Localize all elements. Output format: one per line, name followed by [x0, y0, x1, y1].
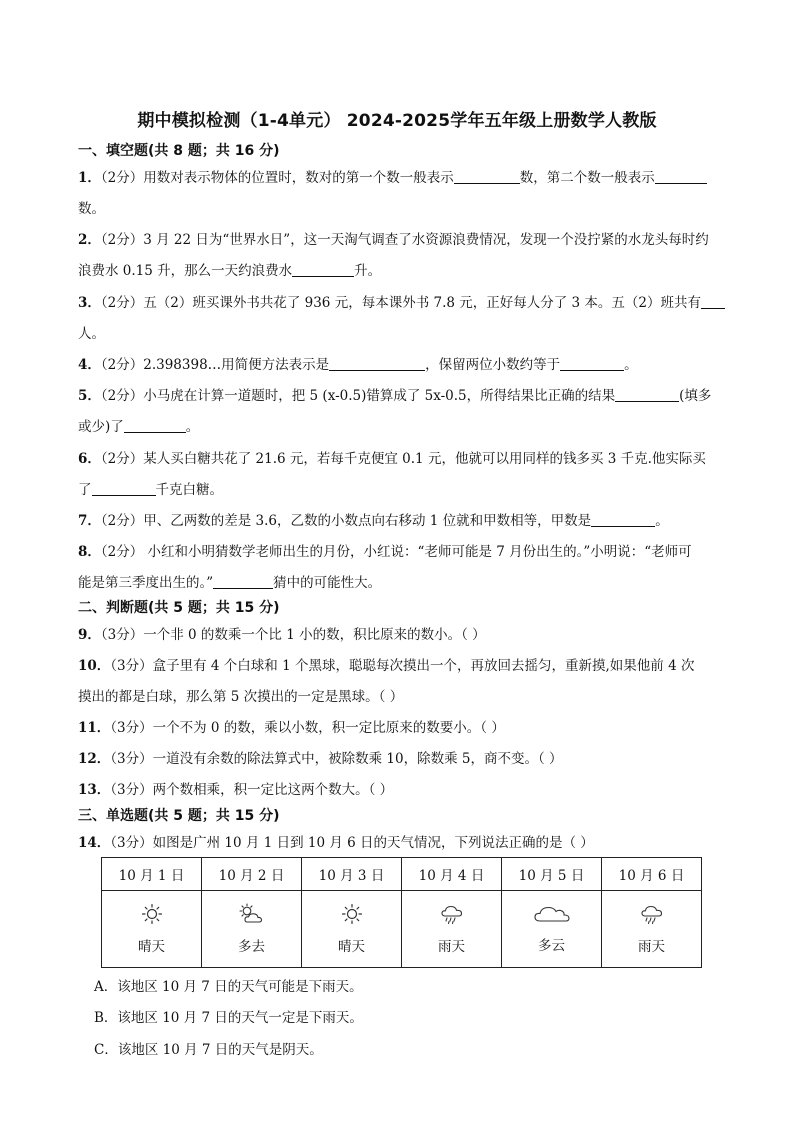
question-text: 2.398398…用简便方法表示是: [143, 357, 330, 373]
weather-label: 晴天: [138, 939, 165, 955]
question-text: 五（2）班买课外书共花了 936 元，每本课外书 7.8 元，正好每人分了 3 本。五（2）班共有: [143, 295, 702, 311]
question-score: （2分）: [100, 170, 144, 186]
question-text: 或少)了: [78, 419, 124, 435]
question-3-line-1: [78, 291, 725, 311]
answer-blank[interactable]: [292, 262, 354, 277]
question-text: 了: [78, 482, 92, 498]
question-text: 浪费水 0.15 升，那么一天约浪费水: [78, 263, 293, 279]
weather-label: 多去: [238, 939, 265, 955]
date-cell: 10 月 2 日: [202, 858, 302, 891]
answer-blank[interactable]: [591, 512, 655, 527]
partly-cloudy-icon: [238, 903, 266, 925]
weather-cell: [202, 891, 302, 968]
question-text: 数，第二个数一般表示: [519, 170, 655, 186]
section-fill-blank-heading: 一、填空题(共 8 题；共 16 分): [78, 143, 280, 159]
question-text: 升。: [354, 263, 382, 279]
question-score: （3分）: [110, 782, 153, 798]
option-a[interactable]: A．该地区 10 月 7 日的天气可能是下雨天。: [94, 979, 363, 995]
question-text: 。: [624, 357, 638, 373]
question-text: 猜中的可能性大。: [273, 575, 382, 591]
question-text: 如图是广州 10 月 1 日到 10 月 6 日的天气情况，下列说法正确的是（ ）: [152, 835, 594, 851]
question-7-line-1: [78, 509, 669, 529]
question-score: （2分）: [100, 232, 144, 248]
question-number: 4．: [78, 357, 101, 373]
weather-cell: [502, 891, 602, 968]
question-number: 10．: [78, 658, 111, 674]
question-number: 6．: [78, 451, 101, 467]
question-10-line-2: [78, 685, 403, 705]
question-number: 8．: [78, 544, 101, 560]
question-text: 盒子里有 4 个白球和 1 个黑球，聪聪每次摸出一个，再放回去摇匀，重新摸,如果他前 4 次: [152, 658, 695, 674]
weather-date-row: [102, 858, 702, 891]
question-text: 小红和小明猜数学老师出生的月份，小红说：“老师可能是 7 月份出生的。”小明说：“老师可: [143, 544, 692, 560]
date-cell: 10 月 5 日: [502, 858, 602, 891]
question-5-line-2: [78, 415, 199, 435]
question-text: 一道没有余数的除法算式中，被除数乘 10，除数乘 5，商不变。（ ）: [152, 751, 563, 767]
weather-label: 晴天: [338, 939, 365, 955]
question-3-line-2: [78, 322, 105, 342]
question-5-line-1: [78, 384, 711, 404]
question-6-line-2: [78, 478, 223, 498]
rain-cloud-icon: [640, 903, 664, 925]
question-text: 用数对表示物体的位置时，数对的第一个数一般表示: [143, 170, 454, 186]
question-score: （3分）: [110, 835, 153, 851]
answer-blank[interactable]: [655, 169, 707, 184]
question-text: 甲、乙两数的差是 3.6，乙数的小数点向右移动 1 位就和甲数相等，甲数是: [143, 513, 592, 529]
question-text: 数。: [78, 201, 105, 217]
question-number: 11．: [78, 720, 111, 736]
sun-icon: [341, 903, 363, 925]
answer-blank[interactable]: [213, 574, 273, 589]
question-10-line-1: [78, 654, 694, 674]
date-cell: 10 月 4 日: [402, 858, 502, 891]
question-number: 1．: [78, 170, 101, 186]
question-text: 。: [655, 513, 669, 529]
question-text: (填多: [679, 388, 712, 404]
date-cell: 10 月 3 日: [302, 858, 402, 891]
question-number: 3．: [78, 295, 101, 311]
section-true-false-heading: 二、判断题(共 5 题；共 15 分): [78, 600, 280, 616]
weather-cell: [102, 891, 202, 968]
question-score: （2分）: [100, 513, 144, 529]
weather-condition-row: [102, 891, 702, 968]
question-number: 13．: [78, 782, 111, 798]
question-text: 一个非 0 的数乘一个比 1 小的数，积比原来的数小。（ ）: [143, 627, 486, 643]
question-14-line-1: [78, 831, 594, 851]
question-score: （2分）: [100, 357, 144, 373]
weather-label: 多云: [538, 938, 565, 954]
question-text: 千克白糖。: [155, 482, 223, 498]
option-c[interactable]: C．该地区 10 月 7 日的天气是阴天。: [94, 1042, 323, 1058]
question-text: 一个不为 0 的数，乘以小数，积一定比原来的数要小。（ ）: [152, 720, 505, 736]
answer-blank[interactable]: [615, 387, 679, 402]
question-2-line-1: [78, 228, 709, 248]
weather-label: 雨天: [438, 939, 465, 955]
weather-cell: [302, 891, 402, 968]
question-number: 5．: [78, 388, 101, 404]
question-score: （2分）: [100, 388, 144, 404]
question-text: ，保留两位小数约等于: [425, 357, 561, 373]
answer-blank[interactable]: [560, 356, 624, 371]
question-number: 7．: [78, 513, 101, 529]
question-12-line-1: [78, 747, 563, 767]
question-text: 小马虎在计算一道题时，把 5 (x-0.5)错算成了 5x-0.5，所得结果比正确的结果: [143, 388, 616, 404]
option-b[interactable]: B．该地区 10 月 7 日的天气一定是下雨天。: [94, 1010, 363, 1026]
question-score: （3分）: [110, 720, 153, 736]
answer-blank[interactable]: [124, 418, 186, 433]
question-8-line-2: [78, 571, 381, 591]
weather-table: [101, 857, 702, 968]
section-multiple-choice-heading: 三、单选题(共 5 题；共 15 分): [78, 808, 280, 824]
question-text: 人。: [78, 326, 105, 342]
cloud-icon: [533, 904, 571, 924]
weather-cell: [402, 891, 502, 968]
question-text: 能是第三季度出生的。”: [78, 575, 214, 591]
date-cell: 10 月 1 日: [102, 858, 202, 891]
sun-icon: [141, 903, 163, 925]
question-score: （2分）: [100, 451, 144, 467]
question-number: 9．: [78, 627, 101, 643]
weather-cell: [602, 891, 702, 968]
question-score: （3分）: [110, 658, 153, 674]
question-number: 12．: [78, 751, 111, 767]
question-9-line-1: [78, 623, 486, 643]
question-score: （3分）: [110, 751, 153, 767]
question-8-line-1: [78, 540, 692, 560]
rain-cloud-icon: [440, 903, 464, 925]
question-score: （2分）: [100, 544, 144, 560]
question-1-line-2: [78, 197, 105, 217]
question-13-line-1: [78, 778, 393, 798]
question-text: 某人买白糖共花了 21.6 元，若每千克便宜 0.1 元，他就可以用同样的钱多买 3 千克.他实际买: [143, 451, 706, 467]
page-title: 期中模拟检测（1-4单元） 2024-2025学年五年级上册数学人教版: [137, 111, 657, 131]
question-text: 两个数相乘，积一定比这两个数大。（ ）: [152, 782, 394, 798]
answer-blank[interactable]: [92, 481, 156, 496]
question-6-line-1: [78, 447, 706, 467]
question-4-line-1: [78, 353, 638, 373]
question-text: 3 月 22 日为“世界水日”，这一天淘气调查了水资源浪费情况，发现一个没拧紧的水龙头每时约: [143, 232, 709, 248]
question-score: （3分）: [100, 627, 144, 643]
weather-label: 雨天: [638, 939, 665, 955]
question-2-line-2: [78, 259, 381, 279]
question-11-line-1: [78, 716, 505, 736]
question-text: 摸出的都是白球，那么第 5 次摸出的一定是黑球。（ ）: [78, 689, 404, 705]
question-number: 14．: [78, 835, 111, 851]
date-cell: 10 月 6 日: [602, 858, 702, 891]
question-number: 2．: [78, 232, 101, 248]
question-score: （2分）: [100, 295, 144, 311]
answer-blank[interactable]: [701, 294, 725, 309]
answer-blank[interactable]: [329, 356, 425, 371]
question-text: 。: [185, 419, 200, 435]
question-1-line-1: [78, 166, 707, 186]
answer-blank[interactable]: [454, 169, 520, 184]
